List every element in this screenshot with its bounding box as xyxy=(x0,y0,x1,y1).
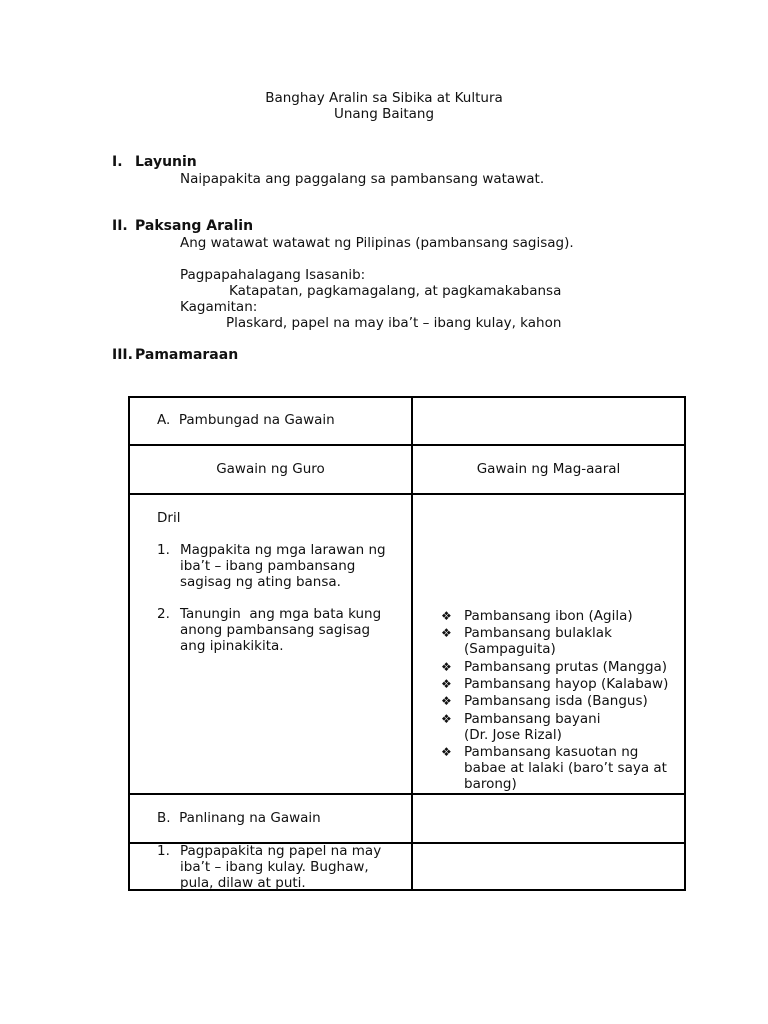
list-item-line: pula, dilaw at puti. xyxy=(180,875,306,891)
section-heading-pamamaraan: Pamamaraan xyxy=(135,347,239,363)
list-number: 1. xyxy=(157,843,170,859)
list-number: 2. xyxy=(157,606,170,622)
list-item-line: babae at lalaki (baro’t saya at xyxy=(464,760,667,776)
diamond-bullet-icon: ❖ xyxy=(441,745,452,759)
diamond-bullet-icon: ❖ xyxy=(441,712,452,726)
list-item-line: (Sampaguita) xyxy=(464,641,556,657)
section-number-3: III. xyxy=(112,347,133,363)
materials-text: Plaskard, papel na may iba’t – ibang kulay, kahon xyxy=(226,315,562,331)
column-header-teacher: Gawain ng Guro xyxy=(216,461,325,477)
list-number: 1. xyxy=(157,542,170,558)
diamond-bullet-icon: ❖ xyxy=(441,609,452,623)
materials-label: Kagamitan: xyxy=(180,299,258,315)
diamond-bullet-icon: ❖ xyxy=(441,626,452,640)
part-b-label: B. Panlinang na Gawain xyxy=(157,810,321,826)
list-item-line: Pambansang ibon (Agila) xyxy=(464,608,633,624)
list-item-line: Pambansang bulaklak xyxy=(464,625,612,641)
table-border-top xyxy=(128,396,686,398)
list-item-line: Pambansang isda (Bangus) xyxy=(464,693,648,709)
list-item-line: ang ipinakikita. xyxy=(180,638,284,654)
column-header-student: Gawain ng Mag-aaral xyxy=(476,461,621,477)
list-item-line: Pambansang hayop (Kalabaw) xyxy=(464,676,669,692)
table-divider xyxy=(128,793,686,795)
list-item-line: Pambansang prutas (Mangga) xyxy=(464,659,668,675)
section-heading-paksang-aralin: Paksang Aralin xyxy=(135,218,254,234)
list-item-line: anong pambansang sagisag xyxy=(180,622,371,638)
table-divider xyxy=(128,444,686,446)
list-item-line: iba’t – ibang pambansang xyxy=(180,558,356,574)
list-item-line: Pagpapakita ng papel na may xyxy=(180,843,382,859)
diamond-bullet-icon: ❖ xyxy=(441,660,452,674)
list-item-line: sagisag ng ating bansa. xyxy=(180,574,341,590)
diamond-bullet-icon: ❖ xyxy=(441,694,452,708)
part-a-label: A. Pambungad na Gawain xyxy=(157,412,335,428)
list-item-line: Pambansang kasuotan ng xyxy=(464,744,639,760)
list-item-line: iba’t – ibang kulay. Bughaw, xyxy=(180,859,369,875)
list-item-line: barong) xyxy=(464,776,517,792)
subject-matter-text: Ang watawat watawat ng Pilipinas (pambansang sagisag). xyxy=(180,235,574,251)
table-divider xyxy=(128,493,686,495)
list-item-line: Tanungin ang mga bata kung xyxy=(180,606,382,622)
list-item-line: Magpakita ng mga larawan ng xyxy=(180,542,386,558)
values-text: Katapatan, pagkamagalang, at pagkamakabansa xyxy=(229,283,562,299)
objective-text: Naipapakita ang paggalang sa pambansang watawat. xyxy=(180,171,545,187)
list-item-line: (Dr. Jose Rizal) xyxy=(464,727,562,743)
drill-label: Dril xyxy=(157,510,181,526)
values-label: Pagpapahalagang Isasanib: xyxy=(180,267,366,283)
section-heading-layunin: Layunin xyxy=(135,154,197,170)
document-title: Banghay Aralin sa Sibika at Kultura xyxy=(265,90,503,106)
diamond-bullet-icon: ❖ xyxy=(441,677,452,691)
section-number-1: I. xyxy=(112,154,123,170)
section-number-2: II. xyxy=(112,218,128,234)
table-border-right xyxy=(684,396,686,891)
document-subtitle: Unang Baitang xyxy=(333,106,435,122)
list-item-line: Pambansang bayani xyxy=(464,711,601,727)
